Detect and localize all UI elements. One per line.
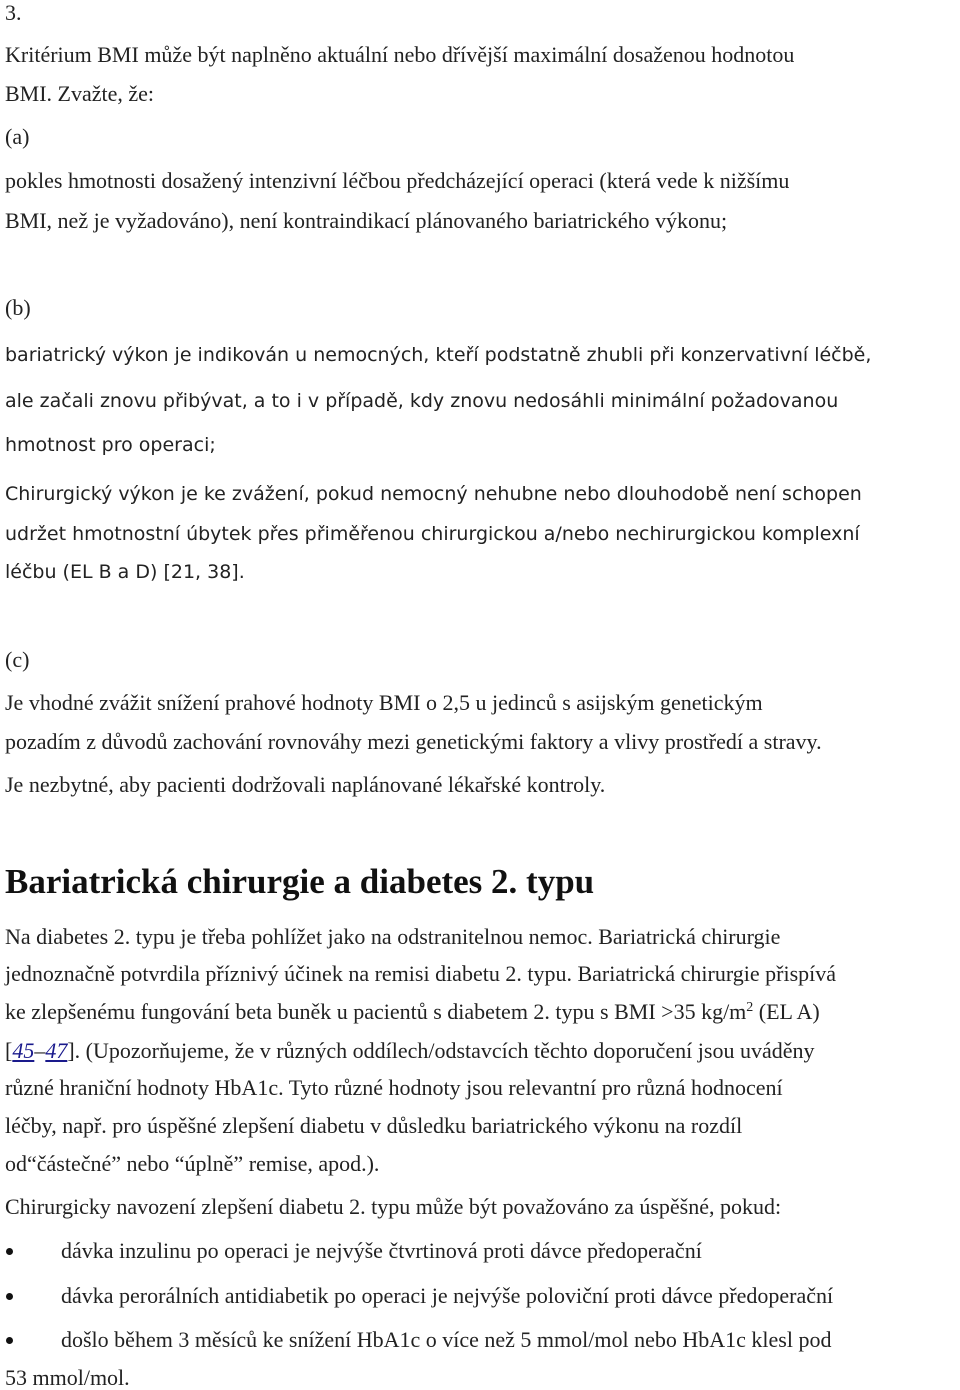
- bullet-dot-1: [6, 1248, 13, 1255]
- diabetes-line-1: Na diabetes 2. typu je třeba pohlížet jako na odstranitelnou nemoc. Bariatrická chirurgie: [5, 924, 781, 949]
- diabetes-line-7: od“částečné” nebo “úplně” remise, apod.).: [5, 1151, 380, 1176]
- ref-link-47[interactable]: 47: [45, 1038, 68, 1063]
- item-c-line-3: Je nezbytné, aby pacienti dodržovali naplánované lékařské kontroly.: [5, 772, 606, 797]
- bullet-item-3-tail: 53 mmol/mol.: [5, 1365, 130, 1390]
- ref-dash: –: [34, 1038, 46, 1063]
- item-a-label: (a): [5, 124, 30, 149]
- diabetes-line-6: léčby, např. pro úspěšné zlepšení diabetu v důsledku bariatrického výkonu na rozdíl: [5, 1113, 743, 1138]
- item-b-line-1: bariatrický výkon je indikován u nemocných, kteří podstatně zhubli při konzervativní léčbě,: [5, 344, 872, 366]
- item-b-line-3: hmotnost pro operaci;: [5, 434, 216, 456]
- bullet-item-2: dávka perorálních antidiabetik po operaci je nejvýše poloviční proti dávce předoperační: [61, 1283, 834, 1308]
- item-b-follow-3: léčbu (EL B a D) [21, 38].: [5, 561, 245, 583]
- bullet-item-1: dávka inzulinu po operaci je nejvýše čtvrtinová proti dávce předoperační: [61, 1238, 702, 1263]
- item-c-line-1: Je vhodné zvážit snížení prahové hodnoty BMI o 2,5 u jedinců s asijským genetickým: [5, 690, 763, 715]
- intro-line-1: Kritérium BMI může být naplněno aktuální nebo dřívější maximální dosaženou hodnotou: [5, 42, 795, 67]
- diabetes-line-3: [5, 1001, 820, 1023]
- diabetes-line-5: různé hraniční hodnoty HbA1c. Tyto různé hodnoty jsou relevantní pro různá hodnocení: [5, 1075, 783, 1100]
- item-a-line-1: pokles hmotnosti dosažený intenzivní léčbou předcházející operaci (která vede k nižšímu: [5, 168, 790, 193]
- item-b-follow-2: udržet hmotnostní úbytek přes přiměřenou chirurgickou a/nebo nechirurgickou komplexní: [5, 523, 860, 545]
- bullet-dot-3: [6, 1337, 13, 1344]
- item-c-label: (c): [5, 647, 30, 672]
- ref-open-bracket: [: [5, 1038, 13, 1063]
- item-b-follow-1: Chirurgický výkon je ke zvážení, pokud nemocný nehubne nebo dlouhodobě není schopen: [5, 483, 862, 505]
- section-number: 3.: [5, 0, 22, 25]
- bullet-item-3: došlo během 3 měsíců ke snížení HbA1c o více než 5 mmol/mol nebo HbA1c klesl pod: [61, 1327, 832, 1352]
- item-a-line-2: BMI, než je vyžadováno), není kontraindikací plánovaného bariatrického výkonu;: [5, 208, 728, 233]
- ref-link-45[interactable]: 45: [12, 1038, 35, 1063]
- diabetes-line-4: [5, 1040, 814, 1062]
- item-b-line-2: ale začali znovu přibývat, a to i v případě, kdy znovu nedosáhli minimální požadovanou: [5, 390, 839, 412]
- superscript-2: 2: [746, 1000, 754, 1015]
- bullet-dot-2: [6, 1293, 13, 1300]
- diabetes-line-2: jednoznačně potvrdila příznivý účinek na remisi diabetu 2. typu. Bariatrická chirurgie přispívá: [5, 961, 837, 986]
- section-heading: Bariatrická chirurgie a diabetes 2. typu: [5, 862, 595, 901]
- diabetes-line-3-text: ke zlepšenému fungování beta buněk u pacientů s diabetem 2. typu s BMI >35 kg/m: [5, 999, 747, 1024]
- criteria-intro: Chirurgicky navození zlepšení diabetu 2. typu může být považováno za úspěšné, pokud:: [5, 1194, 782, 1219]
- item-b-label: (b): [5, 295, 31, 320]
- item-c-line-2: pozadím z důvodů zachování rovnováhy mezi genetickými faktory a vlivy prostředí a stravy.: [5, 729, 822, 754]
- intro-line-2: BMI. Zvažte, že:: [5, 81, 155, 106]
- diabetes-line-4-rest: ]. (Upozorňujeme, že v různých oddílech/odstavcích těchto doporučení jsou uváděny: [67, 1038, 815, 1063]
- diabetes-line-3-end: (EL A): [753, 999, 820, 1024]
